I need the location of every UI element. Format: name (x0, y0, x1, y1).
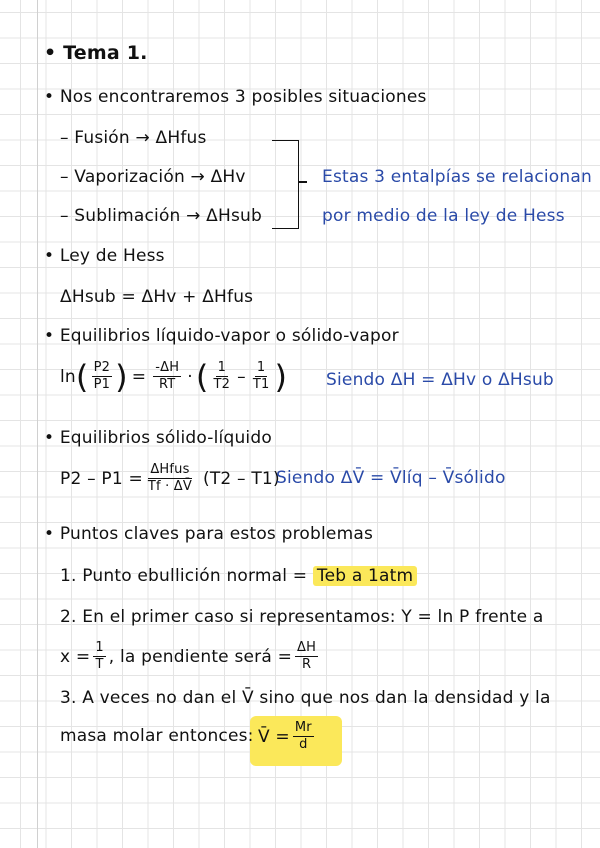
key-points-title: • Puntos claves para estos problemas (44, 524, 374, 544)
inv-t2: $\frac{1}{T2}$ (213, 360, 231, 392)
mr-over-d: $\frac{Mr}{d}$ (294, 720, 312, 752)
vaporization-line: – Vaporización → ΔHv (60, 167, 246, 187)
point-1: 1. Punto ebullición normal = Teb a 1atm (60, 566, 417, 586)
margin-line (37, 0, 38, 848)
aside-line-2: por medio de la ley de Hess (322, 206, 565, 226)
ln-symbol: ln (60, 366, 76, 387)
point-3-cont: masa molar entonces: (60, 726, 254, 746)
clausius-equation: ln ( $\frac{P2}{P1}$ ) = $\frac{-\Delta H}{RT}$ · ( $\frac{1}{T2}$ – $\frac{1}{T1}$ ) (60, 357, 288, 396)
hess-equation: ΔHsub = ΔHv + ΔHfus (60, 287, 254, 307)
siendo-note-2: Siendo ΔV̄ = V̄líq – V̄sólido (276, 468, 506, 488)
clapeyron-equation: P2 – P1 = $\frac{\text{ΔHfus}}{Tf \cdot \Delta V̄}$ (T2 – T1) (60, 462, 280, 494)
topic-title: • Tema 1. (44, 42, 148, 64)
point-3: 3. A veces no dan el V̄ sino que nos dan la densidad y la (60, 688, 551, 708)
equilibria-sl-title: • Equilibrios sólido-líquido (44, 428, 272, 448)
hess-title: • Ley de Hess (44, 246, 165, 266)
siendo-note-1: Siendo ΔH = ΔHv o ΔHsub (326, 370, 554, 390)
minus-dh-over-rt: $\frac{-\Delta H}{RT}$ (155, 360, 180, 392)
point-2-cont: x = $\frac{1}{T}$ , la pendiente será = $\frac{\Delta H}{R}$ (60, 640, 317, 672)
pressure-ratio: $\frac{P2}{P1}$ (93, 360, 111, 392)
dh-over-r: $\frac{\Delta H}{R}$ (297, 640, 317, 672)
intro-line: • Nos encontraremos 3 posibles situaciones (44, 87, 427, 107)
inv-t1: $\frac{1}{T1}$ (252, 360, 270, 392)
dhfus-fraction: $\frac{\text{ΔHfus}}{Tf \cdot \Delta V̄}$ (147, 462, 192, 494)
aside-line-1: Estas 3 entalpías se relacionan (322, 167, 592, 187)
sublimation-line: – Sublimación → ΔHsub (60, 206, 263, 226)
fusion-line: – Fusión → ΔHfus (60, 128, 207, 148)
inv-t: $\frac{1}{T}$ (95, 640, 104, 672)
point-2: 2. En el primer caso si representamos: Y = ln P frente a (60, 607, 544, 627)
highlight-teb: Teb a 1atm (313, 566, 417, 586)
vbar-equation: V̄ = $\frac{Mr}{d}$ (258, 720, 312, 752)
equilibria-lv-title: • Equilibrios líquido-vapor o sólido-vapor (44, 326, 399, 346)
brace (272, 140, 299, 229)
